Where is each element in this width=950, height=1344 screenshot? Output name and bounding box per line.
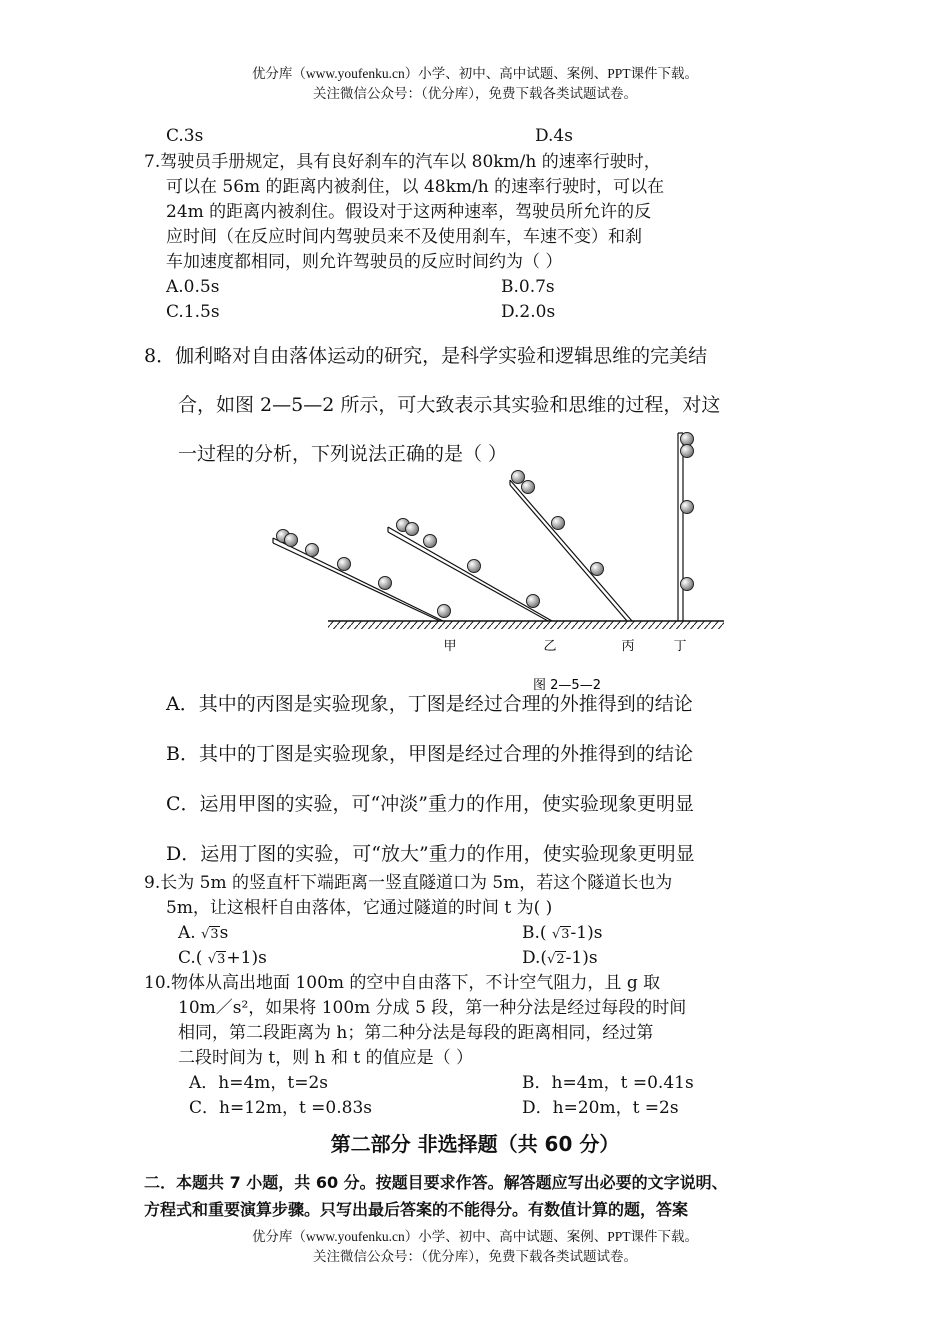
q10-line-3: 相同，第二段距离为 h；第二种分法是每段的距离相同，经过第 [178,1023,654,1043]
label-ding: 丁 [673,639,687,654]
q8-line-2: 合，如图 2—5—2 所示，可大致表示其实验和思维的过程，对这 [178,394,721,416]
q7-line-5: 车加速度都相同，则允许驾驶员的反应时间约为（ ） [166,252,563,272]
q8-option-c: C．运用甲图的实验，可“冲淡”重力的作用，使实验现象更明显 [166,793,694,815]
q10-option-c: C．h=12m，t =0.83s [189,1098,373,1118]
label-bing: 丙 [621,639,635,654]
q7-option-a: A.0.5s [166,277,220,297]
sqrt-sign: √3 [201,927,219,942]
footer-line-1: 优分库（www.youfenku.cn）小学、初中、高中试题、案例、PPT课件下载。 [251,1229,699,1244]
incline-ding [678,433,694,622]
q9-option-b: B.( √3-1)s [522,921,602,947]
q7-line-4: 应时间（在反应时间内驾驶员来不及使用刹车，车速不变）和刹 [166,227,642,247]
header-line-1: 优分库（www.youfenku.cn）小学、初中、高中试题、案例、PPT课件下载。 [251,66,699,81]
q8-option-a: A．其中的丙图是实验现象，丁图是经过合理的外推得到的结论 [166,693,693,715]
header-line-2: 关注微信公众号：（优分库），免费下载各类试题试卷。 [313,86,637,101]
footer-line-2: 关注微信公众号：（优分库），免费下载各类试题试卷。 [313,1249,637,1264]
q7-option-c: C.1.5s [166,302,220,322]
galileo-incline-figure [260,425,740,695]
label-jia: 甲 [443,639,457,654]
q6-option-d: D.4s [535,126,573,146]
q10-option-d: D．h=20m，t =2s [522,1098,679,1118]
q8-option-d: D．运用丁图的实验，可“放大”重力的作用，使实验现象更明显 [166,843,695,865]
q9-option-d: D.(√2-1)s [522,946,598,972]
part2-title: 第二部分 非选择题（共 60 分） [330,1132,620,1156]
q9-line-1: 9.长为 5m 的竖直杆下端距离一竖直隧道口为 5m，若这个隧道长也为 [144,873,673,893]
sqrt-sign: √3 [207,952,226,967]
part2-line-2: 方程式和重要演算步骤。只写出最后答案的不能得分。有数值计算的题，答案 [144,1200,689,1219]
q10-option-a: A．h=4m，t=2s [189,1073,329,1093]
q7-line-2: 可以在 56m 的距离内被刹住，以 48km/h 的速率行驶时，可以在 [166,177,665,197]
q10-option-b: B．h=4m，t =0.41s [522,1073,694,1093]
q8-line-1: 8．伽利略对自由落体运动的研究，是科学实验和逻辑思维的完美结 [144,345,708,367]
q7-option-b: B.0.7s [501,277,555,297]
q9-option-c: C.( √3+1)s [178,946,267,972]
figure-caption: 图 2—5—2 [533,678,601,693]
q6-option-c: C.3s [166,126,204,146]
q9-line-2: 5m，让这根杆自由落体，它通过隧道的时间 t 为( ) [166,898,553,918]
sqrt-sign: √2 [547,952,565,967]
q7-line-3: 24m 的距离内被刹住。假设对于这两种速率，驾驶员所允许的反 [166,202,652,222]
q8-line-3: 一过程的分析，下列说法正确的是（ ） [178,443,508,465]
part2-line-1: 二．本题共 7 小题，共 60 分。按题目要求作答。解答题应写出必要的文字说明、 [144,1173,728,1192]
sqrt-sign: √3 [551,927,570,942]
q10-line-4: 二段时间为 t，则 h 和 t 的值应是（ ） [178,1048,474,1068]
q7-line-1: 7.驾驶员手册规定，具有良好刹车的汽车以 80km/h 的速率行驶时， [144,152,661,172]
q10-line-2: 10m／s²，如果将 100m 分成 5 段，第一种分法是经过每段的时间 [178,998,687,1018]
label-yi: 乙 [543,639,557,654]
q7-option-d: D.2.0s [501,302,556,322]
q8-option-b: B．其中的丁图是实验现象，甲图是经过合理的外推得到的结论 [166,743,693,765]
q9-option-a: A. √3s [178,921,228,947]
q10-line-1: 10.物体从高出地面 100m 的空中自由落下，不计空气阻力，且 g 取 [144,973,661,993]
